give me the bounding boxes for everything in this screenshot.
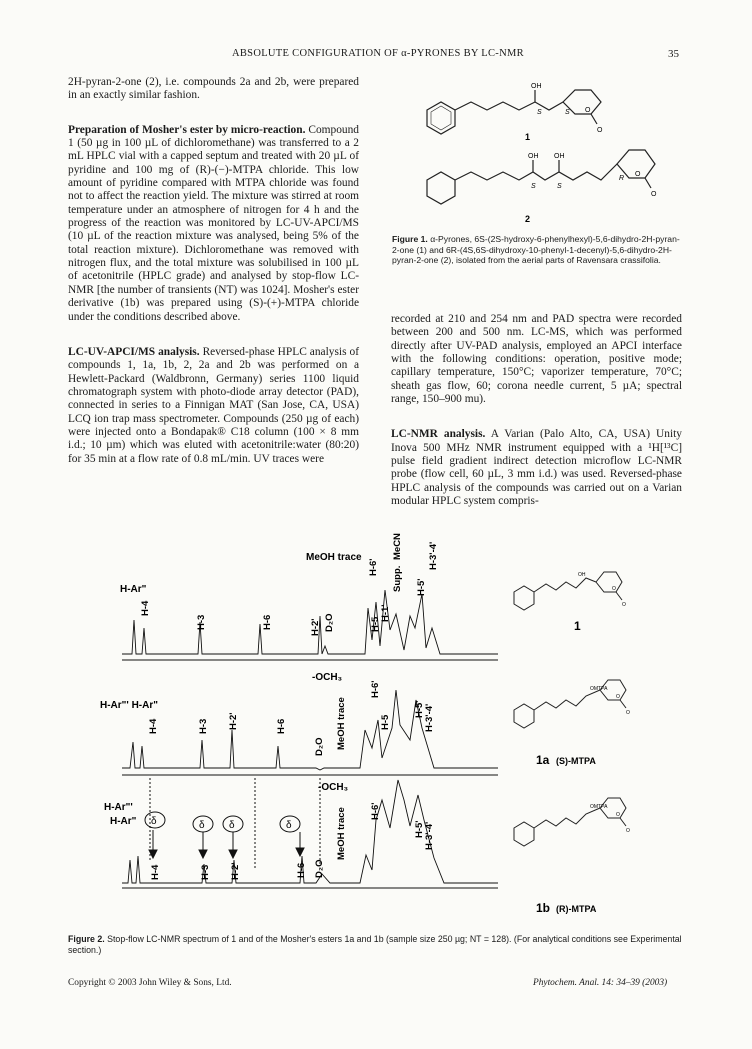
atom-oh: OH	[554, 153, 565, 160]
struct-atom: O	[612, 586, 616, 592]
page-number: 35	[668, 48, 679, 60]
section-text: A Varian (Palo Alto, CA, USA) Unity Inova 500 MHz NMR instrument equipped with a ¹H[¹³C] pulse field gradient indirect detection microflow LC-NMR probe (flow cell, 60 µL, 3 mm i.d.) was used. Reversed-phase HPLC analysis of the compounds was carried out on a Varian modular HPLC system compris-	[391, 428, 682, 508]
atom-s: S	[565, 109, 570, 116]
struct-atom: O	[626, 710, 630, 716]
compound-label-1: 1	[525, 132, 531, 142]
figure1-structures	[385, 72, 685, 232]
atom-oh: OH	[531, 83, 542, 90]
section-heading: Preparation of Mosher's ester by micro-reaction.	[68, 123, 306, 136]
spec3-label: D₂O	[314, 859, 325, 878]
spec1-label: H-3'-4'	[428, 541, 439, 570]
figure2-text: Stop-flow LC-NMR spectrum of 1 and of the Mosher's esters 1a and 1b (sample size 250 µg; NT = 128). (For analytical conditions see Experimental section.)	[68, 934, 682, 955]
struct-atom: O	[622, 602, 626, 608]
spec2-label: H-6'	[370, 680, 381, 698]
struct-atom: OMTPA	[590, 804, 608, 810]
figure2-spectra	[60, 520, 750, 930]
running-title: ABSOLUTE CONFIGURATION OF α-PYRONES BY LC-NMR	[232, 48, 524, 59]
section-heading: LC-UV-APCI/MS analysis.	[68, 345, 200, 358]
spec2-label: H-Ar"' H-Ar"	[100, 700, 158, 711]
figure2-label: Figure 2.	[68, 934, 105, 944]
struct-atom: OMTPA	[590, 686, 608, 692]
structure-config: (R)-MTPA	[556, 904, 597, 914]
spec3-label: H-4	[150, 864, 161, 880]
spec1-label: H-3	[196, 614, 207, 630]
atom-o: O	[651, 191, 657, 198]
atom-r: R	[619, 175, 625, 182]
structure-label: 1	[574, 619, 581, 633]
figure1-text: α-Pyrones, 6S-(2S-hydroxy-6-phenylhexyl)-5,6-dihydro-2H-pyran-2-one (1) and 6R-(4S,6S-dihydroxy-10-phenyl-1-decenyl)-5,6-dihydro-2H-pyran-2-one (2), isolated from the aerial parts of Ravensara crassifolia.	[392, 234, 680, 266]
intro-paragraph: 2H-pyran-2-one (2), i.e. compounds 2a and 2b, were prepared in an exactly similar fashion.	[68, 76, 359, 102]
spec2-label: H-6	[276, 718, 287, 734]
atom-o: O	[597, 127, 603, 134]
atom-oh: OH	[528, 153, 539, 160]
spec3-label: H-3	[200, 864, 211, 880]
spec2-label: D₂O	[314, 737, 325, 756]
spec1-label: Supp.	[392, 565, 403, 592]
spec1-label: H-Ar"	[120, 584, 147, 595]
spec2-label: -OCH₃	[312, 672, 343, 683]
spec1-label: H-1'	[380, 604, 391, 622]
copyright: Copyright © 2003 John Wiley & Sons, Ltd.	[68, 978, 232, 988]
compound-label-2: 2	[525, 214, 531, 224]
atom-s: S	[537, 109, 542, 116]
spec2-label: H-3'-4'	[424, 703, 435, 732]
spec3-label: -OCH₃	[318, 782, 349, 793]
spec1-label: H-5'	[416, 578, 427, 596]
delta-symbol: δ	[151, 816, 157, 827]
left-column	[68, 76, 359, 466]
spec3-label: H-Ar"	[110, 816, 137, 827]
spec2-label: H-5'	[414, 700, 425, 718]
spec1-label: H-6	[262, 614, 273, 630]
delta-symbol: δ	[199, 820, 205, 831]
spec2-label: H-2'	[228, 712, 239, 730]
figure1-label: Figure 1.	[392, 234, 428, 244]
figure1-caption	[392, 234, 682, 266]
spec3-label: MeOH trace	[336, 807, 347, 860]
atom-o: O	[585, 107, 591, 114]
spec3-label: H-2'	[230, 862, 241, 880]
delta-symbol: δ	[229, 820, 235, 831]
section-text: Reversed-phase HPLC analysis of compounds 1, 1a, 1b, 2, 2a and 2b was performed on a Hewlett-Packard (Waldbronn, Germany) series 1100 liquid chromatograph system with photo-diode array detector (PAD), connected in series to a Finnigan MAT (San Jose, CA, USA) LCQ ion trap mass spectrometer. Compounds (250 µg of each) were injected onto a Bondapak® C18 column (100 × 8 mm i.d.; 10 µm) which was eluted with acetonitrile:water (80:20) for 35 min at a flow rate of 0.8 mL/min. UV traces were	[68, 345, 359, 465]
spec1-label: MeOH trace	[306, 552, 362, 563]
spec2-label: H-4	[148, 718, 159, 734]
delta-symbol: δ	[286, 820, 292, 831]
atom-s: S	[557, 183, 562, 190]
spec1-label: D₂O	[324, 613, 335, 632]
spec3-label: H-5'	[414, 820, 425, 838]
spec1-label: H-6'	[368, 558, 379, 576]
structure-label: 1b	[536, 901, 551, 915]
spec3-label: H-3'-4'	[424, 821, 435, 850]
spec3-label: H-Ar"'	[104, 802, 133, 813]
spec1-label: H-5	[370, 616, 381, 632]
struct-atom: O	[616, 694, 620, 700]
figure2-caption	[68, 934, 684, 956]
right-column	[391, 313, 682, 508]
spec1-label: H-4	[140, 600, 151, 616]
struct-atom: O	[626, 828, 630, 834]
spec2-label: H-3	[198, 718, 209, 734]
section-text: Compound 1 (50 µg in 100 µL of dichloromethane) was transferred to a 2 mL HPLC vial with a capped septum and treated with 20 µL of pyridine and 100 mg of (R)-(−)-MTPA chloride. This low amount of pyridine compared with MTPA chloride was found not to affect the reaction yield. The mixture was stirred at room temperature under an atmosphere of nitrogen for 4 h and the progress of the reaction was monitored by LC-UV-APCI/MS (10 µL of the reaction mixture was analysed, being 5% of the total reaction mixture). Dichloromethane was removed with nitrogen flux, and the total mixture was solubilised in 100 µL of acetonitrile (HPLC grade) and analysed by stop-flow LC-NMR [the number of transients (NT) was 1024]. Mosher's ester derivative (1b) was prepared using (S)-(+)-MTPA chloride under the conditions described above.	[68, 123, 359, 323]
struct-atom: O	[616, 812, 620, 818]
citation: Phytochem. Anal. 14: 34–39 (2003)	[533, 978, 668, 988]
spec3-label: H-6'	[370, 802, 381, 820]
spec2-label: H-5	[380, 714, 391, 730]
atom-s: S	[531, 183, 536, 190]
structure-config: (S)-MTPA	[556, 756, 596, 766]
spec1-label: MeCN	[392, 533, 403, 560]
atom-o: O	[635, 171, 641, 178]
spec1-label: H-2'	[310, 618, 321, 636]
spec2-label: MeOH trace	[336, 697, 347, 750]
spec3-label: H-6	[296, 862, 307, 878]
structure-label: 1a	[536, 753, 550, 767]
continued-paragraph: recorded at 210 and 254 nm and PAD spectra were recorded between 200 and 500 nm. LC-MS, which was performed directly after UV-PAD analysis, employed an APCI interface with the following conditions: operation, positive mode; capillary temperature, 150°C; vaporizer temperature, 70°C; sheath gas flow, 60; corona needle current, 5 µA; spectral range, 150–900 mu).	[391, 313, 682, 406]
section-heading: LC-NMR analysis.	[391, 428, 486, 441]
struct-atom: OH	[578, 572, 586, 578]
